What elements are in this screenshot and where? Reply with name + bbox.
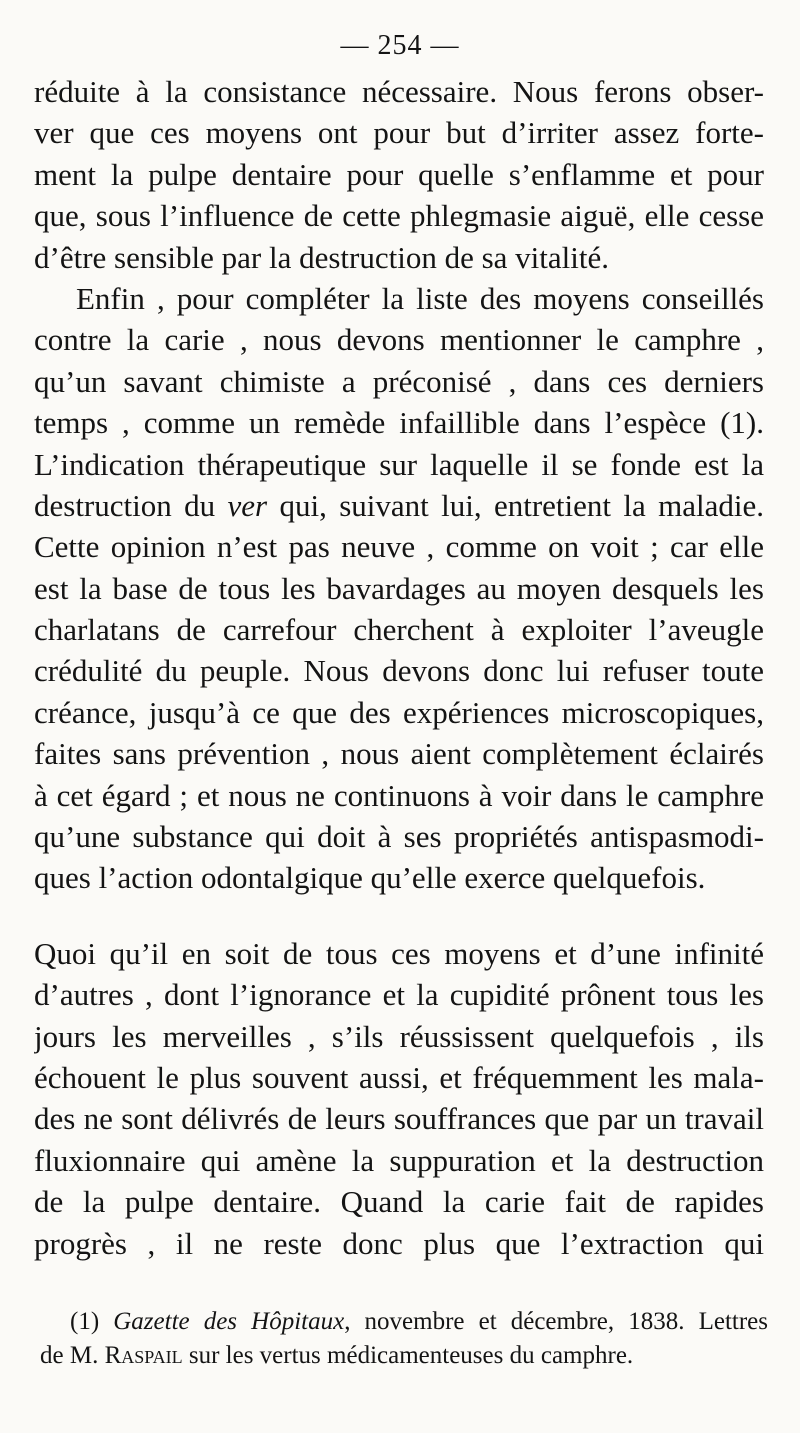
main-text (34, 71, 764, 1264)
page-number: — 254 — (340, 30, 460, 61)
text-fragment: de M. (40, 1342, 105, 1369)
text-line: créance, jusqu’à ce que des expériences microscopiques, (34, 694, 764, 730)
text-fragment: , novembre et décembre, 1838. Lettres (344, 1308, 768, 1335)
paragraph-spacer (34, 899, 764, 933)
text-line: temps , comme un remède infaillible dans l’espèce (1). (34, 405, 764, 441)
text-line: réduite à la consistance nécessaire. Nous ferons obser- (34, 74, 764, 109)
text-line: des ne sont délivrés de leurs souffrances que par un travail (34, 1101, 764, 1137)
footnote (40, 1305, 768, 1373)
text-line: qu’un savant chimiste a préconisé , dans ces derniers (34, 363, 764, 399)
paragraph-1 (34, 71, 764, 278)
text-line: Cette opinion n’est pas neuve , comme on voit ; car elle (34, 529, 764, 565)
text-fragment: destruction du (34, 487, 228, 523)
paragraph-2 (34, 278, 764, 899)
text-line: est la base de tous les bavardages au moyen desquels les (34, 570, 764, 606)
footnote-line (40, 1305, 768, 1339)
text-line: L’indication thérapeutique sur laquelle il se fonde est la (34, 446, 764, 482)
text-line: jours les merveilles , s’ils réussissent quelquefois , ils (34, 1018, 764, 1054)
footnote-line (40, 1339, 768, 1373)
text-line: progrès , il ne reste donc plus que l’extraction qui (34, 1225, 764, 1261)
text-line-ver (34, 485, 764, 526)
text-line: charlatans de carrefour cherchent à exploiter l’aveugle (34, 612, 764, 648)
text-line: d’autres , dont l’ignorance et la cupidité prônent tous les (34, 977, 764, 1013)
text-line: fluxionnaire qui amène la suppuration et la destruction (34, 1142, 764, 1178)
text-line: crédulité du peuple. Nous devons donc lui refuser toute (34, 653, 764, 689)
text-line: ques l’action odontalgique qu’elle exerce quelquefois. (34, 860, 706, 896)
text-line: que, sous l’influence de cette phlegmasie aiguë, elle cesse (34, 198, 764, 234)
text-line: à cet égard ; et nous ne continuons à voir dans le camphre (34, 777, 764, 813)
text-line: ment la pulpe dentaire pour quelle s’enflamme et pour (34, 156, 764, 192)
text-line: qu’une substance qui doit à ses propriétés antispasmodi- (34, 819, 764, 855)
text-line: d’être sensible par la destruction de sa vitalité. (34, 239, 610, 275)
text-line: ver que ces moyens ont pour but d’irriter assez forte- (34, 115, 764, 151)
text-line: contre la carie , nous devons mentionner le camphre , (34, 322, 764, 358)
text-line: Enfin , pour compléter la liste des moyens conseillés (76, 280, 764, 316)
footnote-author: Raspail (104, 1342, 183, 1369)
footnote-journal: Gazette des Hôpitaux (113, 1308, 345, 1335)
footnote-marker: (1) (70, 1308, 114, 1335)
text-line: échouent le plus souvent aussi, et fréquemment les mala- (34, 1059, 764, 1095)
text-line: de la pulpe dentaire. Quand la carie fait de rapides (34, 1184, 764, 1220)
text-line: faites sans prévention , nous aient complètement éclairés (34, 736, 764, 772)
paragraph-3 (34, 933, 764, 1264)
text-fragment: qui, suivant lui, entretient la maladie. (267, 487, 764, 523)
italic-word: ver (227, 487, 268, 523)
text-fragment: sur les vertus médicamenteuses du camphre. (182, 1342, 634, 1369)
text-line: Quoi qu’il en soit de tous ces moyens et d’une infinité (34, 935, 764, 971)
